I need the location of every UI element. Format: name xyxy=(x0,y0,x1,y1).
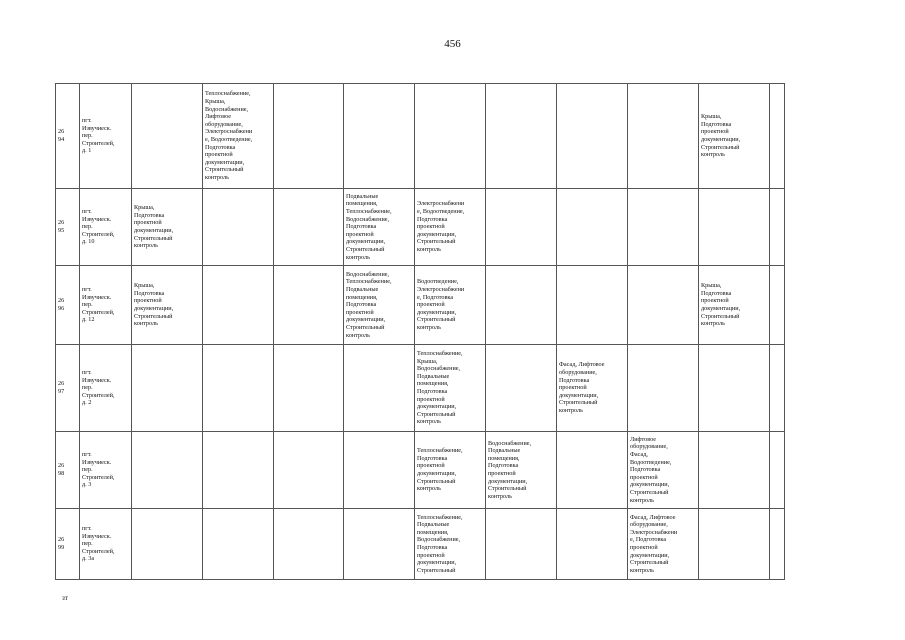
work-cell xyxy=(274,84,344,189)
row-number-cell: 26 99 xyxy=(56,509,80,580)
work-cell: Теплоснабжение, Крыша, Водоснабжение, Подвальные помещения, Подготовка проектной документации, Строительный контроль xyxy=(415,345,486,432)
work-cell xyxy=(770,189,785,266)
address-cell: пгт. Извучиеск. пер. Строителей, д. 3 xyxy=(80,432,132,509)
row-number-cell: 26 96 xyxy=(56,266,80,345)
work-cell: Электроснабжени е, Водоотведение, Подготовка проектной документации, Строительный контроль xyxy=(415,189,486,266)
work-cell xyxy=(132,432,203,509)
work-cell: Крыша, Подготовка проектной документации, Строительный контроль xyxy=(699,266,770,345)
work-cell xyxy=(486,345,557,432)
work-cell xyxy=(203,266,274,345)
work-cell xyxy=(699,509,770,580)
work-cell xyxy=(557,509,628,580)
table-row xyxy=(56,345,785,432)
address-cell: пгт. Извучиеск. пер. Строителей, д. 10 xyxy=(80,189,132,266)
table-row xyxy=(56,84,785,189)
work-cell: Водоотведение, Электроснабжени е, Подготовка проектной документации, Строительный контроль xyxy=(415,266,486,345)
work-cell xyxy=(699,345,770,432)
row-number-cell: 26 94 xyxy=(56,84,80,189)
row-number-cell: 26 97 xyxy=(56,345,80,432)
work-cell xyxy=(344,345,415,432)
work-cell: Теплоснабжение, Подготовка проектной документации, Строительный контроль xyxy=(415,432,486,509)
work-cell: Крыша, Подготовка проектной документации, Строительный контроль xyxy=(699,84,770,189)
work-cell xyxy=(132,345,203,432)
work-cell xyxy=(770,509,785,580)
work-cell: Водоснабжение, Теплоснабжение, Подвальные помещения, Подготовка проектной документации, Строительный контроль xyxy=(344,266,415,345)
work-cell xyxy=(132,509,203,580)
table-row xyxy=(56,432,785,509)
work-cell xyxy=(699,432,770,509)
work-cell xyxy=(486,509,557,580)
work-cell xyxy=(344,84,415,189)
work-cell xyxy=(415,84,486,189)
work-cell xyxy=(274,266,344,345)
address-cell: пгт. Извучиеск. пер. Строителей, д. 1 xyxy=(80,84,132,189)
work-cell: Водоснабжение, Подвальные помещения, Подготовка проектной документации, Строительный контроль xyxy=(486,432,557,509)
work-cell: Крыша, Подготовка проектной документации, Строительный контроль xyxy=(132,189,203,266)
work-cell xyxy=(486,189,557,266)
work-cell xyxy=(557,432,628,509)
work-cell xyxy=(274,432,344,509)
work-cell xyxy=(770,84,785,189)
work-cell: Теплоснабжение, Подвальные помещения, Водоснабжение, Подготовка проектной документации, Строительный xyxy=(415,509,486,580)
work-cell xyxy=(557,266,628,345)
table-row xyxy=(56,509,785,580)
work-cell xyxy=(628,266,699,345)
row-number-cell: 26 98 xyxy=(56,432,80,509)
table-body xyxy=(56,84,785,580)
work-cell: Фасад, Лифтовое оборудование, Электроснабжени е, Подготовка проектной документации, Строительный контроль xyxy=(628,509,699,580)
work-cell xyxy=(628,189,699,266)
work-cell xyxy=(486,266,557,345)
work-cell xyxy=(344,432,415,509)
work-cell: Фасад, Лифтовое оборудование, Подготовка проектной документации, Строительный контроль xyxy=(557,345,628,432)
work-cell xyxy=(770,432,785,509)
work-cell xyxy=(203,345,274,432)
work-cell xyxy=(628,345,699,432)
address-cell: пгт. Извучиеск. пер. Строителей, д. 3а xyxy=(80,509,132,580)
repair-schedule-table xyxy=(55,83,785,580)
row-number-cell: 26 95 xyxy=(56,189,80,266)
work-cell: Лифтовое оборудование, Фасад, Водоотведение, Подготовка проектной документации, Строительный контроль xyxy=(628,432,699,509)
work-cell: Теплоснабжение, Крыша, Водоснабжение, Лифтовое оборудование, Электроснабжени е, Водоотведение, Подготовка проектной документации, Строительный контроль xyxy=(203,84,274,189)
address-cell: пгт. Извучиеск. пер. Строителей, д. 12 xyxy=(80,266,132,345)
work-cell xyxy=(486,84,557,189)
work-cell: Подвальные помещения, Теплоснабжение, Водоснабжение, Подготовка проектной документации, Строительный контроль xyxy=(344,189,415,266)
work-cell xyxy=(274,345,344,432)
work-cell xyxy=(203,432,274,509)
table-row xyxy=(56,266,785,345)
work-cell xyxy=(274,509,344,580)
work-cell xyxy=(203,509,274,580)
work-cell xyxy=(770,266,785,345)
work-cell xyxy=(203,189,274,266)
work-cell xyxy=(628,84,699,189)
work-cell: Крыша, Подготовка проектной документации, Строительный контроль xyxy=(132,266,203,345)
footer-mark: зт xyxy=(62,594,68,602)
work-cell xyxy=(344,509,415,580)
table-row xyxy=(56,189,785,266)
work-cell xyxy=(557,84,628,189)
address-cell: пгт. Извучиеск. пер. Строителей, д. 2 xyxy=(80,345,132,432)
work-cell xyxy=(274,189,344,266)
work-cell xyxy=(132,84,203,189)
work-cell xyxy=(770,345,785,432)
work-cell xyxy=(699,189,770,266)
page-number: 456 xyxy=(444,38,461,50)
work-cell xyxy=(557,189,628,266)
